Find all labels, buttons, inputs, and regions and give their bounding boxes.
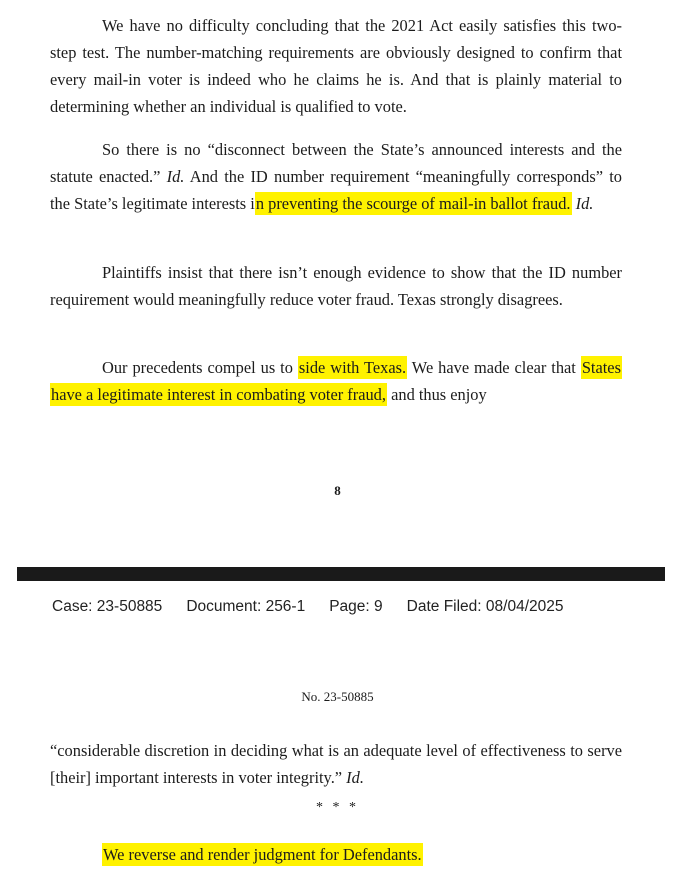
section-break: * * * [316,800,359,815]
highlight-legitimate-interest: States have a legitimate interest in combating voter fraud, [51,358,621,404]
docket-number: No. 23-50885 [301,689,374,704]
highlight-preventing-fraud: n preventing the scourge of mail-in ballot fraud. [255,194,571,213]
citation-id: Id. [166,167,185,186]
paragraph-2-text-b: And the ID number requirement “meaningfully corresponds” to the State’s legitimate interests i [50,167,622,213]
paragraph-4-text-b: We have made clear that [411,358,576,377]
page-number: 8 [334,483,341,498]
page-divider [17,567,665,581]
paragraph-5-text: “considerable discretion in deciding what is an adequate level of effectiveness to serve [their] important interests in voter integrity.” [50,741,622,787]
highlight-side-with-texas: side with Texas. [298,358,407,377]
paragraph-4 [50,354,622,408]
citation-id: Id. [575,194,594,213]
page-label: Page: 9 [329,598,383,615]
case-number: Case: 23-50885 [52,598,163,615]
date-filed: Date Filed: 08/04/2025 [406,598,564,615]
paragraph-2-text: So there is no “disconnect between the State’s announced interests and the statute enacted.” [50,140,622,186]
document-number: Document: 256-1 [186,598,306,615]
paragraph-4-text-c: and thus enjoy [391,385,487,404]
paragraph-4-text-a: Our precedents compel us to [102,358,293,377]
paragraph-2 [50,136,622,217]
paragraph-3: Plaintiffs insist that there isn’t enough evidence to show that the ID number requirement would meaningfully reduce voter fraud. Texas strongly disagrees. [50,263,622,309]
highlight-conclusion: We reverse and render judgment for Defendants. [103,845,422,864]
conclusion-paragraph [50,841,622,868]
citation-id: Id. [346,768,364,787]
paragraph-5 [50,737,622,791]
case-header [52,598,564,616]
paragraph-1: We have no difficulty concluding that the 2021 Act easily satisfies this two-step test. The number-matching requirements are obviously designed to confirm that every mail-in voter is indeed who he claims he is. And that is plainly material to determining whether an individual is qualified to vote. [50,16,622,116]
